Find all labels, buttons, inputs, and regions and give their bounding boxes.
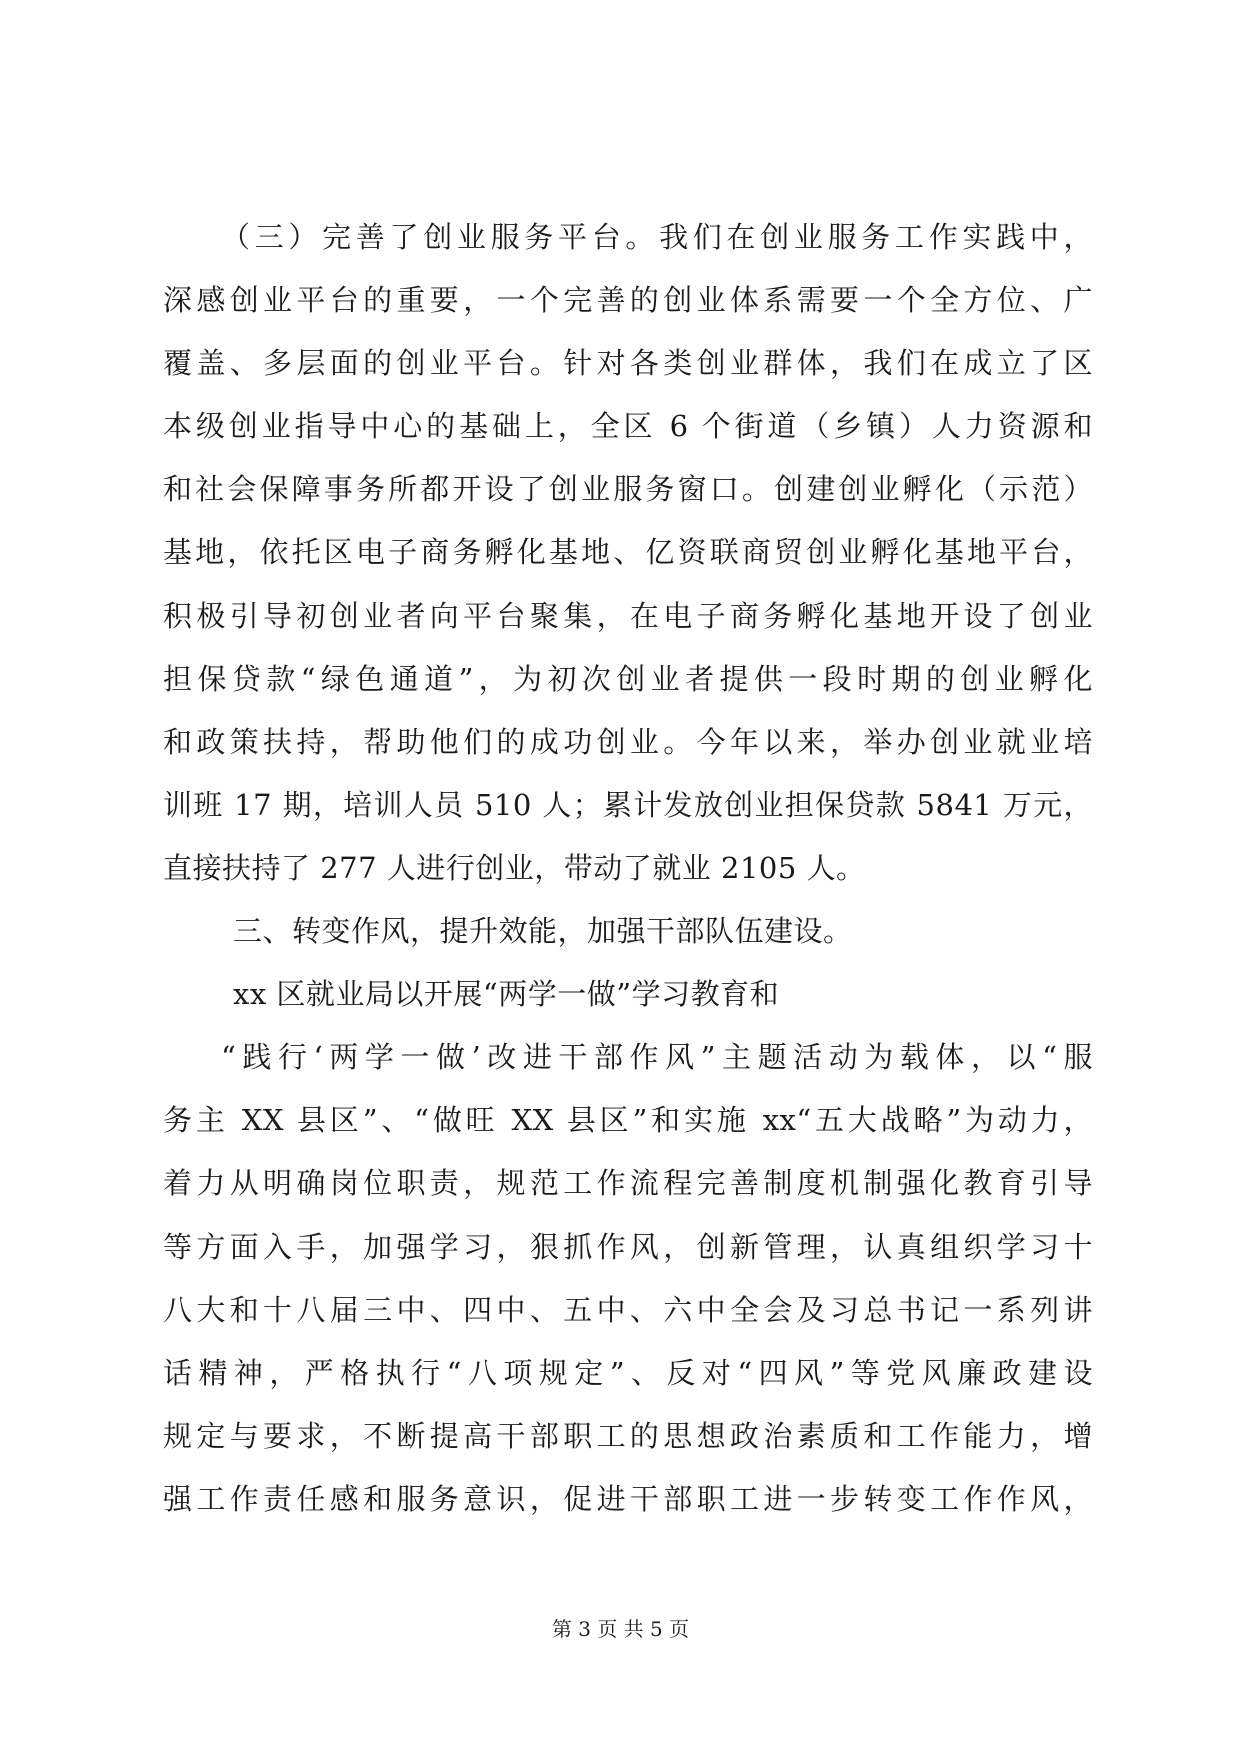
text-line: 训班 17 期，培训人员 510 人；累计发放创业担保贷款 5841 万元，: [163, 787, 1093, 822]
text-line: 深感创业平台的重要，一个完善的创业体系需要一个全方位、广: [163, 283, 1093, 318]
text-line: xx 区就业局以开展“两学一做”学习教育和: [233, 977, 780, 1012]
text-line: 覆盖、多层面的创业平台。针对各类创业群体，我们在成立了区: [163, 346, 1093, 381]
text-line: 本级创业指导中心的基础上，全区 6 个街道（乡镇）人力资源和: [163, 409, 1093, 444]
text-line: “践行‘两学一做’改进干部作风”主题活动为载体，以“服: [221, 1040, 1093, 1075]
section-heading: 三、转变作风，提升效能，加强干部队伍建设。: [233, 914, 853, 949]
text-line: 直接扶持了 277 人进行创业，带动了就业 2105 人。: [163, 850, 866, 885]
text-line: 八大和十八届三中、四中、五中、六中全会及习总书记一系列讲: [163, 1292, 1093, 1327]
text-line: 着力从明确岗位职责，规范工作流程完善制度机制强化教育引导: [163, 1166, 1093, 1201]
text-line: （三）完善了创业服务平台。我们在创业服务工作实践中，: [221, 220, 1093, 254]
text-line: 担保贷款“绿色通道”，为初次创业者提供一段时期的创业孵化: [163, 661, 1093, 696]
text-line: 话精神，严格执行“八项规定”、反对“四风”等党风廉政建设: [163, 1355, 1093, 1390]
text-line: 积极引导初创业者向平台聚集，在电子商务孵化基地开设了创业: [163, 598, 1093, 633]
text-line: 强工作责任感和服务意识，促进干部职工进一步转变工作作风，: [163, 1481, 1093, 1516]
document-body: [163, 206, 1093, 1531]
text-line: 和政策扶持，帮助他们的成功创业。今年以来，举办创业就业培: [163, 724, 1093, 759]
text-line: 基地，依托区电子商务孵化基地、亿资联商贸创业孵化基地平台，: [163, 535, 1093, 570]
text-line: 务主 XX 县区”、“做旺 XX 县区”和实施 xx“五大战略”为动力，: [163, 1103, 1093, 1138]
text-line: 等方面入手，加强学习，狠抓作风，创新管理，认真组织学习十: [163, 1229, 1093, 1264]
text-line: 和社会保障事务所都开设了创业服务窗口。创建创业孵化（示范）: [163, 472, 1093, 507]
text-line: 规定与要求，不断提高干部职工的思想政治素质和工作能力，增: [163, 1418, 1093, 1453]
page-number-footer: 第 3 页 共 5 页: [551, 1617, 690, 1641]
